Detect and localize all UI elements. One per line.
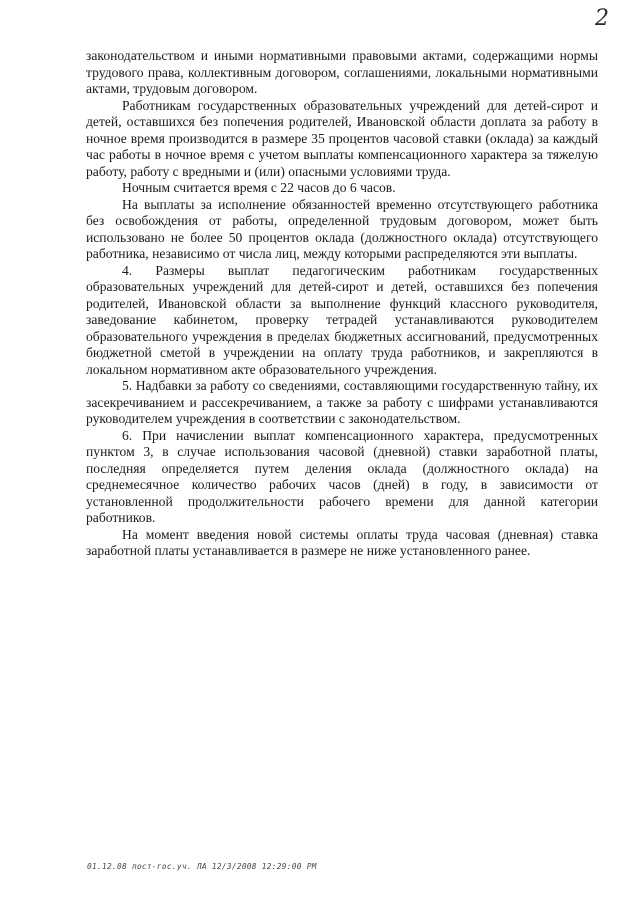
paragraph-night-pay: Работникам государственных образовательных учреждений для детей-сирот и детей, оставшихся без попечения родителей, Ивановской области доплата за работу в ночное время производится в размере 35 процентов часовой ставки (оклада) за каждый час работы в ночное время с учетом выплаты компенсационного характера за тяжелую работу, работу с вредными и (или) опасными условиями труда. — [86, 97, 598, 179]
document-footer: 01.12.08 пост-гос.уч. ЛА 12/3/2008 12:29:00 PM — [87, 862, 317, 871]
paragraph-item-4: 4. Размеры выплат педагогическим работникам государственных образовательных учреждений для детей-сирот и детей, оставшихся без попечения родителей, Ивановской области за выполнение функций классного руководителя, заведование кабинетом, проверку тетрадей устанавливаются руководителем образовательного учреждения в пределах бюджетных ассигнований, предусмотренных бюджетной сметой в учреждении на оплату труда работников, и закрепляются в локальном нормативном акте образовательного учреждения. — [86, 262, 598, 377]
paragraph-night-hours: Ночным считается время с 22 часов до 6 часов. — [122, 180, 396, 195]
document-body — [86, 48, 598, 560]
page-number: 2 — [595, 6, 609, 31]
paragraph-absent-worker: На выплаты за исполнение обязанностей временно отсутствующего работника без освобождения от работы, определенной трудовым договором, может быть использовано не более 50 процентов оклада (должностного оклада) отсутствующего работника, независимо от числа лиц, между которыми распределяются эти выплаты. — [86, 196, 598, 261]
paragraph-item-6: 6. При начислении выплат компенсационного характера, предусмотренных пунктом 3, в случае использования часовой (дневной) ставки заработной платы, последняя определяется путем деления оклада (должностного оклада) на среднемесячное количество рабочих часов (дней) в году, в зависимости от установленной продолжительности рабочего времени для данной категории работников. — [86, 427, 598, 525]
paragraph-continuation: законодательством и иными нормативными правовыми актами, содержащими нормы трудового права, коллективным договором, соглашениями, локальными нормативными актами, трудовым договором. — [86, 48, 598, 96]
paragraph-transition: На момент введения новой системы оплаты труда часовая (дневная) ставка заработной платы устанавливается в размере не ниже установленного ранее. — [86, 526, 598, 558]
paragraph-item-5: 5. Надбавки за работу со сведениями, составляющими государственную тайну, их засекречиванием и рассекречиванием, а также за работу с шифрами устанавливаются руководителем учреждения в соответствии с законодательством. — [86, 378, 598, 426]
